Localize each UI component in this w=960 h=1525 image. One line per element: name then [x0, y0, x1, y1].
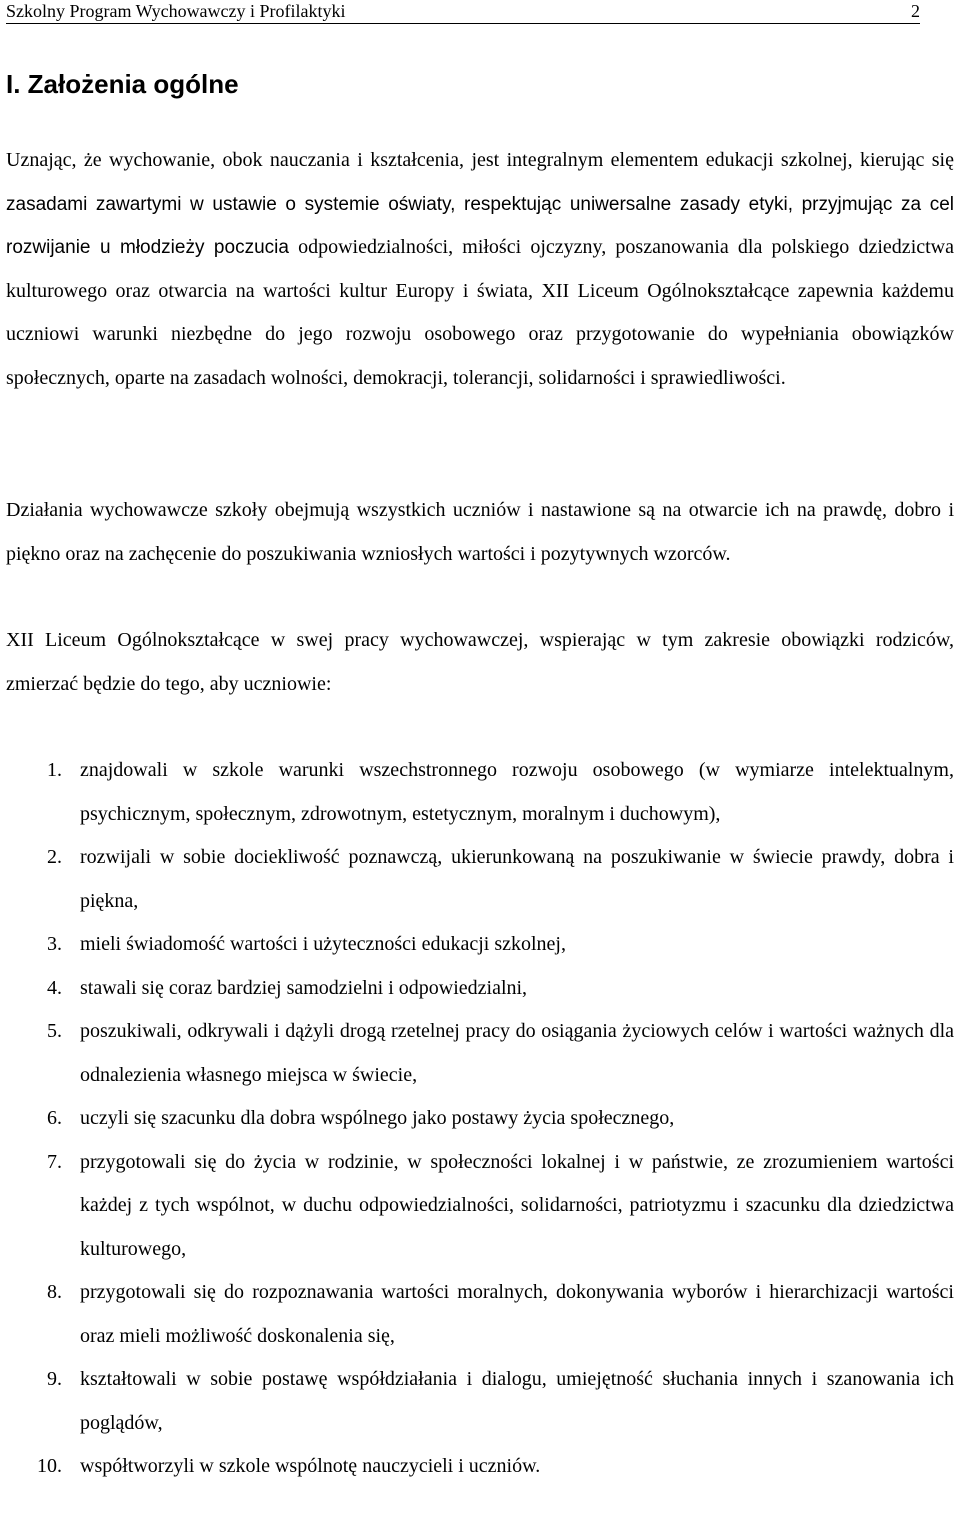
objective-item	[6, 1141, 954, 1272]
paragraph-1-text-start: Uznając, że wychowanie, obok nauczania i kształcenia, jest integralnym elementem edukacji szkolnej, kierując się	[6, 149, 954, 171]
objective-text: poszukiwali, odkrywali i dążyli drogą rzetelnej pracy do osiągania życiowych celów i wartości ważnych dla odnalezienia własnego miejsca w świecie,	[80, 1020, 954, 1086]
objective-text: rozwijali w sobie dociekliwość poznawczą, ukierunkowaną na poszukiwanie w świecie prawdy, dobra i piękna,	[80, 846, 954, 912]
objective-item	[6, 923, 954, 967]
objective-text: stawali się coraz bardziej samodzielni i odpowiedzialni,	[80, 976, 528, 999]
paragraph-1-text-end: odpowiedzialności, miłości ojczyzny, poszanowania dla polskiego dziedzictwa kulturowego oraz otwarcia na wartości kultur Europy i świata, XII Liceum Ogólnokształcące zapewnia każdemu uczniowi warunki niezbędne do jego rozwoju osobowego oraz przygotowanie do wypełniania obowiązków społecznych, oparte na zasadach wolności, demokracji, tolerancji, solidarności i sprawiedliwości.	[6, 236, 954, 389]
objective-text: współtworzyli w szkole wspólnotę nauczycieli i uczniów.	[80, 1455, 541, 1477]
objective-text: przygotowali się do życia w rodzinie, w społeczności lokalnej i w państwie, ze zrozumieniem wartości każdej z tych wspólnot, w duchu odpowiedzialności, solidarności, patriotyzmu i szacunku dla dziedzictwa kulturowego,	[80, 1150, 954, 1260]
section-heading: I. Założenia ogólne	[6, 69, 239, 99]
objective-number: 3.	[47, 933, 62, 955]
objective-number: 7.	[47, 1150, 62, 1173]
objective-number: 9.	[47, 1368, 62, 1390]
header-title: Szkolny Program Wychowawczy i Profilaktyki	[6, 1, 346, 21]
objective-item	[6, 836, 954, 923]
header-page-number: 2	[911, 1, 920, 21]
intro-paragraph-1	[6, 139, 954, 400]
objective-item	[6, 1445, 954, 1489]
objective-number: 6.	[47, 1107, 62, 1129]
objective-text: znajdowali w szkole warunki wszechstronnego rozwoju osobowego (w wymiarze intelektualnym, psychicznym, społecznym, zdrowotnym, estetycznym, moralnym i duchowym),	[80, 759, 954, 825]
objective-number: 2.	[47, 846, 62, 868]
objective-number: 4.	[47, 976, 62, 999]
intro-paragraph-3: XII Liceum Ogólnokształcące w swej pracy wychowawczej, wspierając w tym zakresie obowiązki rodziców, zmierzać będzie do tego, aby uczniowie:	[6, 629, 954, 695]
running-header	[6, 0, 920, 24]
objective-text: uczyli się szacunku dla dobra wspólnego jako postawy życia społecznego,	[80, 1107, 675, 1129]
objective-number: 1.	[47, 759, 62, 781]
objective-text: mieli świadomość wartości i użyteczności edukacji szkolnej,	[80, 933, 566, 955]
objective-number: 8.	[47, 1281, 62, 1303]
objective-item	[6, 1010, 954, 1097]
objective-number: 5.	[47, 1020, 62, 1042]
objective-number: 10.	[37, 1455, 62, 1477]
objective-item	[6, 749, 954, 836]
paragraph-1-text-middle: zasadami zawartymi w ustawie o systemie oświaty, respektując uniwersalne zasady etyki, przyjmując za cel rozwijanie u młodzieży poczucia	[6, 193, 954, 258]
intro-paragraph-2: Działania wychowawcze szkoły obejmują wszystkich uczniów i nastawione są na otwarcie ich na prawdę, dobro i piękno oraz na zachęcenie do poszukiwania wzniosłych wartości i pozytywnych wzorców.	[6, 499, 954, 565]
objective-item	[6, 1271, 954, 1358]
objective-item	[6, 1097, 954, 1141]
objectives-list	[6, 749, 954, 1489]
objective-text: kształtowali w sobie postawę współdziałania i dialogu, umiejętność słuchania innych i szanowania ich poglądów,	[80, 1368, 954, 1434]
objective-item	[6, 967, 954, 1011]
objective-text: przygotowali się do rozpoznawania wartości moralnych, dokonywania wyborów i hierarchizacji wartości oraz mieli możliwość doskonalenia się,	[80, 1281, 954, 1347]
objective-item	[6, 1358, 954, 1445]
